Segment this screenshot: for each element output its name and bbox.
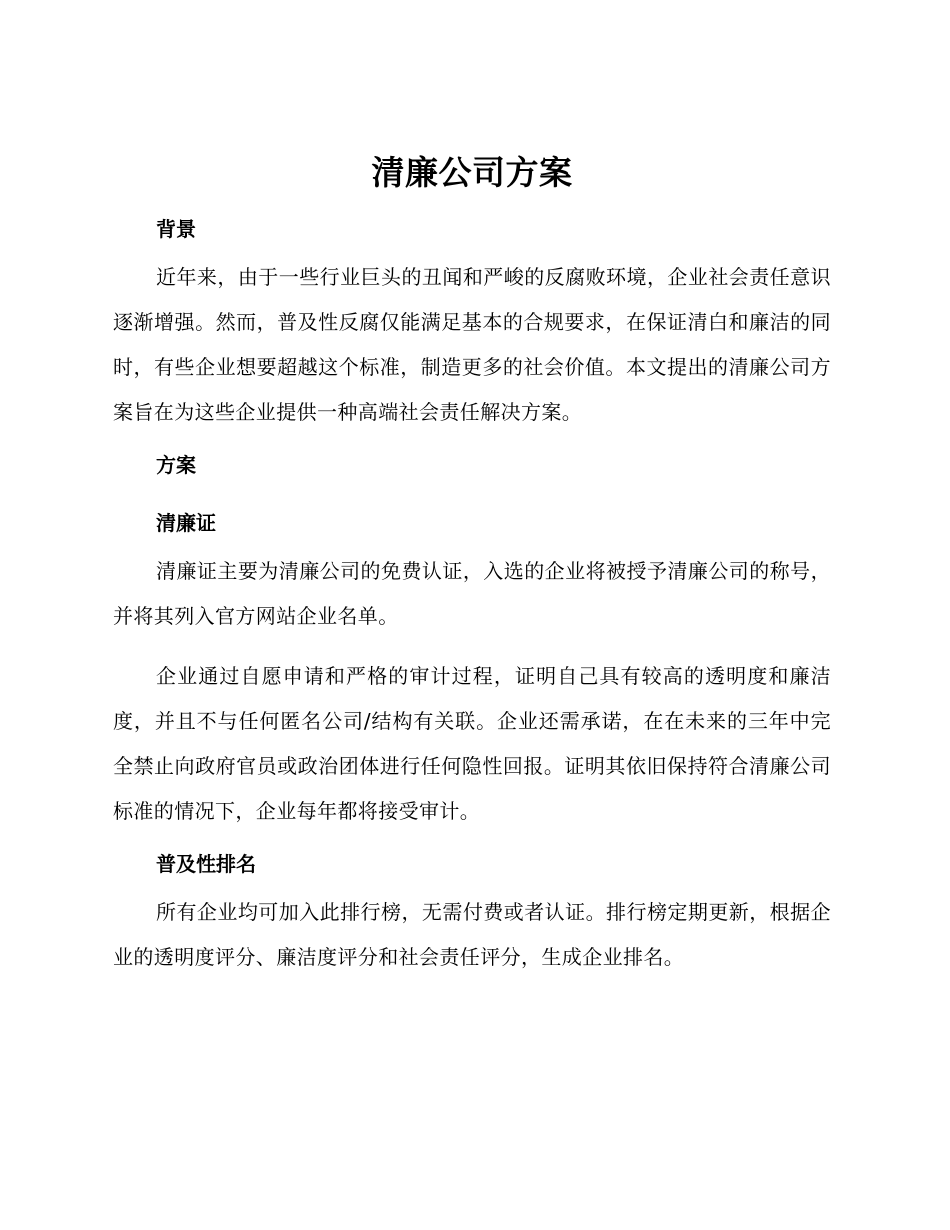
section-heading-background: 背景 bbox=[156, 217, 196, 241]
paragraph-ranking: 所有企业均可加入此排行榜，无需付费或者认证。排行榜定期更新，根据企业的透明度评分、廉洁度评分和社会责任评分，生成企业排名。 bbox=[113, 900, 831, 969]
section-heading-certificate: 清廉证 bbox=[156, 511, 216, 535]
document-page bbox=[113, 145, 831, 980]
paragraph-background: 近年来，由于一些行业巨头的丑闻和严峻的反腐败环境，企业社会责任意识逐渐增强。然而，普及性反腐仅能满足基本的合规要求，在保证清白和廉洁的同时，有些企业想要超越这个标准，制造更多的社会价值。本文提出的清廉公司方案旨在为这些企业提供一种高端社会责任解决方案。 bbox=[113, 265, 831, 424]
document-title: 清廉公司方案 bbox=[371, 153, 573, 192]
paragraph-certificate-2: 企业通过自愿申请和严格的审计过程，证明自己具有较高的透明度和廉洁度，并且不与任何匿名公司/结构有关联。企业还需承诺，在在未来的三年中完全禁止向政府官员或政治团体进行任何隐性回报。证明其依旧保持符合清廉公司标准的情况下，企业每年都将接受审计。 bbox=[113, 664, 831, 823]
section-heading-plan: 方案 bbox=[156, 453, 196, 477]
paragraph-certificate-1: 清廉证主要为清廉公司的免费认证，入选的企业将被授予清廉公司的称号，并将其列入官方网站企业名单。 bbox=[113, 559, 831, 628]
section-heading-ranking: 普及性排名 bbox=[156, 852, 256, 876]
